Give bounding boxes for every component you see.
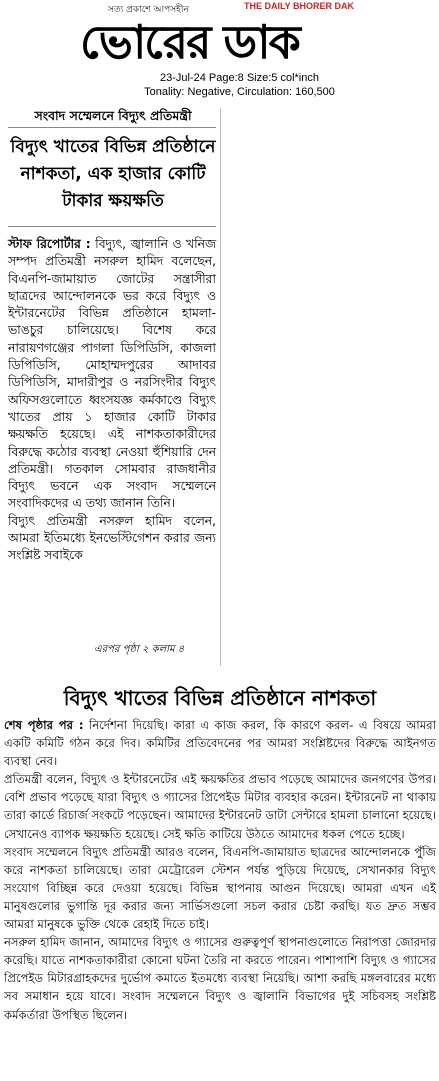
article-kicker: সংবাদ সম্মেলনে বিদ্যুৎ প্রতিমন্ত্রী bbox=[34, 108, 192, 123]
masthead-tagline: সত্য প্রকাশে আপসহীন bbox=[108, 5, 189, 15]
newspaper-logo: ভোরের ডাক bbox=[80, 15, 299, 69]
headline-line-2: নাশকতা, এক হাজার কোটি bbox=[20, 164, 206, 184]
article-body bbox=[8, 236, 216, 565]
clip-meta-tonality: Tonality: Negative, Circulation: 160,500 bbox=[144, 86, 335, 98]
continuation-headline: বিদ্যুৎ খাতের বিভিন্ন প্রতিষ্ঠানে নাশকতা bbox=[63, 686, 377, 710]
kicker-divider bbox=[8, 127, 216, 128]
headline-line-3: টাকার ক্ষয়ক্ষতি bbox=[62, 191, 164, 211]
continuation-paragraph-2: প্রতিমন্ত্রী বলেন, বিদ্যুৎ ও ইন্টারনেটের এই ক্ষয়ক্ষতির প্রভাব পড়েছে আমাদের জনগণের উপর। বেশি প্রভাব পড়েছে যারা বিদ্যুৎ ও গ্যাসের প্রিপেইড মিটার ব্যবহার করেন। ইন্টারনেট না থাকায় তারা কার্ডে রিচার্জ সংকটে পড়েছেন। আমাদের ইন্টারনেট ডাটা সেন্টারে হামলা চালানো হয়েছে। সেখানেও ব্যাপক ক্ষয়ক্ষতি হয়েছে। সেই ক্ষতি কাটিয়ে উঠতে আমাদের ধকল পেতে হচ্ছে। bbox=[4, 772, 436, 841]
headline-line-1: বিদ্যুৎ খাতের বিভিন্ন প্রতিষ্ঠানে bbox=[10, 137, 216, 157]
article-main-clip bbox=[6, 108, 221, 666]
continuation-lead: শেষ পৃষ্ঠার পর : bbox=[4, 718, 84, 732]
byline: স্টাফ রিপোর্টার : bbox=[8, 237, 91, 251]
clip-meta-date-page: 23-Jul-24 Page:8 Size:5 col*inch bbox=[160, 72, 319, 84]
continuation-paragraph-4: নসরুল হামিদ জানান, আমাদের বিদ্যুৎ ও গ্যাসের গুরুত্বপূর্ণ স্থাপনাগুলোতে নিরাপত্তা জোরদার করেছি। যাতে নাশকতাকারীরা কোনো ঘটনা তৈরি না করতে পারেন। পাশাপাশি বিদ্যুৎ ও গ্যাসের প্রিপেইড মিটারগ্রাহকদের দুর্ভোগ কমাতে ইতমধ্যে ব্যবস্থা নিয়েছি। আশা করছি মঙ্গলবারের মধ্যে সব সমাধান হয়ে যাবে। সংবাদ সম্মেলনে বিদ্যুৎ ও জ্বালানি বিভাগের দুই সচিবসহ সংশ্লিষ্ট কর্মকর্তারা উপস্থিত ছিলেন। bbox=[4, 935, 436, 1022]
continuation-paragraph-3: সংবাদ সম্মেলনে বিদ্যুৎ প্রতিমন্ত্রী আরও বলেন, বিএনপি-জামায়াত ছাত্রদের আন্দোলনকে পুঁজি করে নাশকতা চালিয়েছে। তারা মেট্রোরেল স্টেশন পর্যন্ত পুড়িয়ে দিয়েছে, সেখানকার বিদ্যুৎ সংযোগ বিচ্ছিন্ন করে দেওয়া হয়েছে। বিভিন্ন স্থাপনায় আগুন দিয়েছে। আমরা এখন এই মানুষগুলোর ভুগান্তি দূর করার জন্য সার্ভিসগুলো সচল করার চেষ্টা করছি। যত দ্রুত সম্ভব আমরা মানুষকে ভুক্তি থেকে রেহাই দিতে চাই। bbox=[4, 844, 436, 932]
continuation-paragraph-1-text: নির্দেশনা দিয়েছি। কারা এ কাজ করল, কি কারণে করল- এ বিষয়ে আমরা একটি কমিটি গঠন করে দিব। কমিটির প্রতিবেদনের পর আমরা সংশ্লিষ্টদের বিরুদ্ধে আইনগত ব্যবস্থা নেব। bbox=[4, 718, 436, 769]
article-paragraph-2: বিদ্যুৎ প্রতিমন্ত্রী নসরুল হামিদ বলেন, আমরা ইতিমধ্যে ইনভেস্টিগেশন করার জন্য সংশ্লিষ্ট সবাইকে bbox=[8, 513, 216, 563]
masthead-english-name: THE DAILY BHORER DAK bbox=[244, 1, 355, 11]
paragraph-1-text: বিদ্যুৎ, জ্বালানি ও খনিজ সম্পদ প্রতিমন্ত্রী নসরুল হামিদ বলেছেন, বিএনপি-জামায়াত জোটের সন্ত্রাসীরা ছাত্রদের আন্দোলনকে ভর করে বিদ্যুৎ ও ইন্টারনেটের বিভিন্ন প্রতিষ্ঠানে হামলা-ভাঙচুর চালিয়েছে। বিশেষ করে নারায়ণগঞ্জের পাগলা ডিপিডিসি, কাজলা ডিপিডিসি, মোহাম্মদপুরের আদাবর ডিপিডিসি, মাদারীপুর ও নরসিংদীর বিদ্যুৎ অফিসগুলোতে ধ্বংসযজ্ঞ কর্মকাণ্ডে বিদ্যুৎ খাতের প্রায় ১ হাজার কোটি টাকার ক্ষয়ক্ষতি হয়েছে। এই নাশকতাকারীদের বিরুদ্ধে কঠোর ব্যবস্থা নেওয়া হুঁশিয়ারি দেন প্রতিমন্ত্রী। গতকাল সোমবার রাজধানীর বিদ্যুৎ ভবনে এক সংবাদ সম্মেলনে সংবাদিকদের এ তথ্য জানান তিনি। bbox=[8, 237, 216, 511]
continuation-paragraph-1 bbox=[4, 716, 436, 770]
continuation-body bbox=[4, 716, 436, 1024]
masthead bbox=[0, 0, 439, 100]
article-headline bbox=[6, 134, 220, 215]
article-continuation-clip bbox=[4, 684, 436, 1079]
headline-divider bbox=[8, 226, 216, 227]
continued-on-page: এরপর পৃষ্ঠা ২ কলাম ৪ bbox=[94, 644, 185, 655]
article-paragraph-1 bbox=[8, 236, 216, 513]
